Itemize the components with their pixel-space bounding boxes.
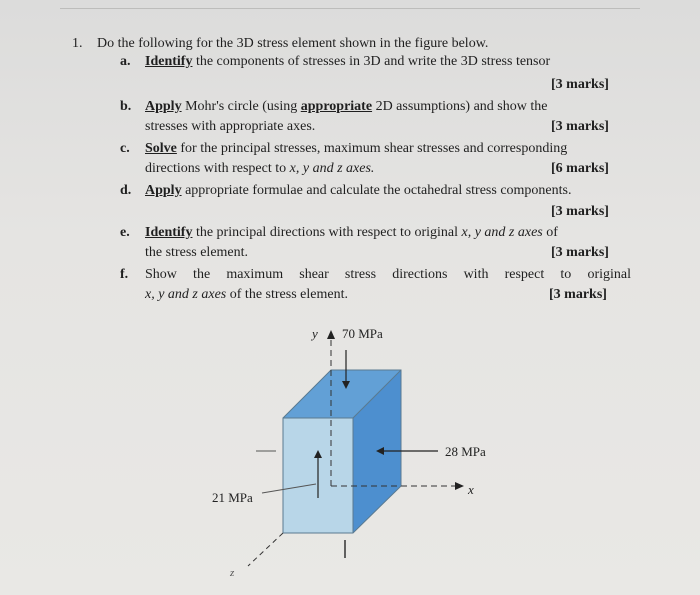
part-b-letter: b. [120, 99, 132, 114]
part-f-axes: x, y and z axes [145, 287, 227, 302]
part-b-verb: Apply [145, 99, 182, 114]
part-a-marks: [3 marks] [551, 77, 609, 92]
part-c-letter: c. [120, 141, 130, 156]
part-e-line2: the stress element. [145, 245, 249, 260]
stress-y-label: 70 MPa [342, 326, 383, 341]
question-number: 1. [72, 36, 83, 51]
part-d-verb: Apply [145, 183, 182, 198]
part-d-letter: d. [120, 183, 132, 198]
part-e-marks: [3 marks] [551, 245, 609, 260]
y-axis-label: y [312, 326, 318, 341]
part-d-marks: [3 marks] [551, 204, 609, 219]
stress-x-label: 28 MPa [445, 444, 486, 459]
x-axis-arrowhead [455, 482, 464, 490]
y-axis-arrowhead [327, 330, 335, 339]
part-e-text-c: of [542, 225, 558, 240]
part-f-letter: f. [120, 267, 129, 282]
question-intro: Do the following for the 3D stress element shown in the figure below. [97, 36, 489, 51]
part-e-axes: x, y and z axes [461, 225, 543, 240]
part-c-text-2a: directions with respect to [145, 161, 290, 176]
part-c-text: for the principal stresses, maximum shear stresses and corresponding [176, 141, 568, 156]
part-b-line2: stresses with appropriate axes. [145, 119, 316, 134]
part-c-marks: [6 marks] [551, 161, 609, 176]
z-axis-label: z [230, 567, 235, 579]
part-b-marks: [3 marks] [551, 119, 609, 134]
part-b-text-a: Mohr's circle (using [181, 99, 301, 114]
part-b-emph: appropriate [300, 99, 373, 114]
part-a-verb: Identify [145, 54, 193, 69]
part-e-letter: e. [120, 225, 130, 240]
part-f-marks: [3 marks] [549, 287, 607, 302]
part-d-text: appropriate formulae and calculate the octahedral stress components. [181, 183, 572, 198]
part-e-verb: Identify [145, 225, 193, 240]
part-e-text-a: the principal directions with respect to original [192, 225, 462, 240]
part-a-text: the components of stresses in 3D and write the 3D stress tensor [192, 54, 551, 69]
stress-shear-label: 21 MPa [212, 490, 253, 505]
part-b-text-b: 2D assumptions) and show the [372, 99, 548, 114]
part-a-letter: a. [120, 54, 131, 69]
part-f-text-b: of the stress element. [226, 287, 348, 302]
x-axis-label: x [468, 482, 474, 497]
z-axis [248, 533, 283, 566]
part-f-line1: Show the maximum shear stress directions with respect to original [145, 267, 631, 282]
part-c-axes: x, y and z axes. [289, 161, 375, 176]
part-c-verb: Solve [145, 141, 177, 156]
